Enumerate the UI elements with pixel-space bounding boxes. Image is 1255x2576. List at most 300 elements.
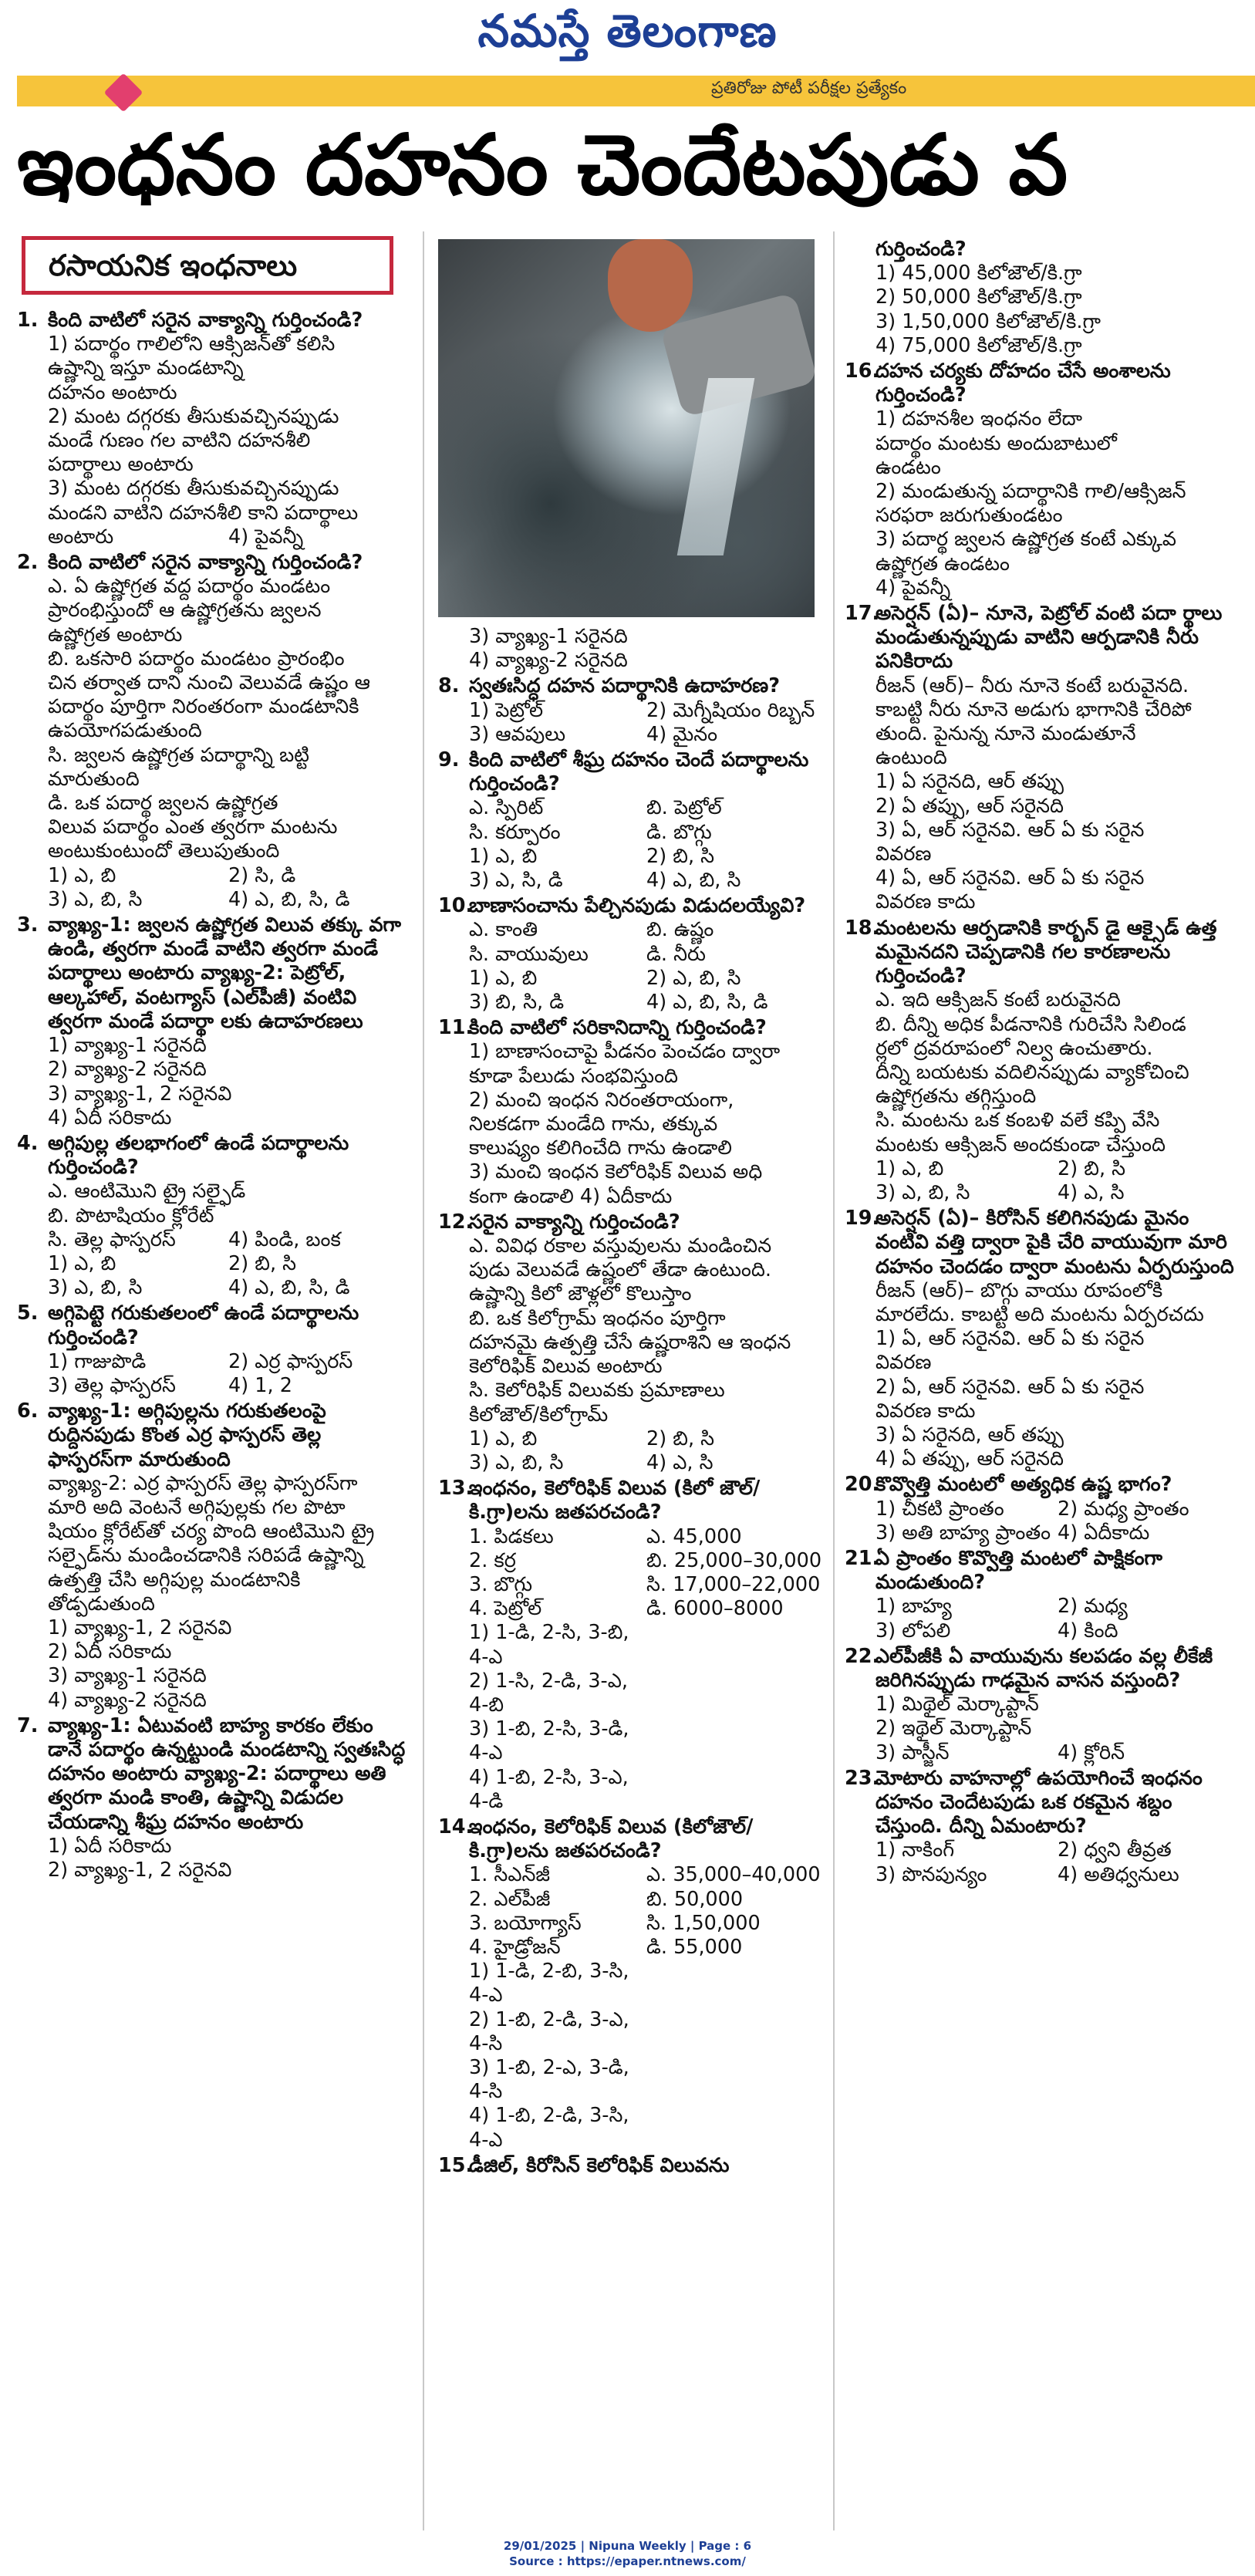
option: ఎ. 45,000: [646, 1524, 742, 1548]
question-stem: గుర్తించండి?: [875, 238, 967, 261]
question-stem: సరైన వాక్యాన్ని గుర్తించండి?: [469, 1210, 680, 1234]
option-row: [48, 864, 409, 888]
option: 2. ఎల్‌పీజీ: [469, 1887, 551, 1911]
question-number: 18.: [845, 916, 880, 940]
question-item: [17, 551, 409, 912]
question-number: 11.: [438, 1016, 474, 1040]
photo-hand: [608, 239, 693, 332]
option-row: [469, 821, 824, 845]
option-row: [469, 699, 824, 723]
question-line: ఉష్ణాన్ని ఇస్తూ మండటాన్ని: [48, 356, 244, 380]
section-title: రసాయనిక ఇంధనాలు: [22, 236, 393, 295]
option-row: [469, 2008, 824, 2056]
option: 3) అతి బాహ్య ప్రాంతం: [875, 1521, 1051, 1545]
option: [646, 1960, 824, 2007]
question-line: రీజన్ (ఆర్)– బొగ్గు వాయు రూపంలోకి: [875, 1278, 1163, 1302]
question-line: 3) ఏ సరైనది, ఆర్ తప్పు: [875, 1423, 1064, 1447]
option: 4) కింది: [1058, 1619, 1118, 1642]
option: బి. 25,000–30,000: [646, 1548, 822, 1572]
question-line: ఉంటుంది: [875, 746, 947, 770]
question-stem: స్వతఃసిద్ధ దహన పదార్థానికి ఉదాహరణ?: [469, 674, 781, 698]
option: 1) పెట్రోల్: [469, 698, 544, 722]
option: డి. 6000–8000: [646, 1597, 784, 1621]
option-row: [48, 1228, 409, 1252]
question-number: 8.: [438, 674, 460, 698]
option-row: [875, 1741, 1240, 1765]
question-line: ర్లలో ద్రవరూపంలో నిల్వ ఉంచుతారు.: [875, 1036, 1153, 1060]
question-line: ఉపయోగపడుతుంది: [48, 719, 202, 743]
question-line: 3) ఏ, ఆర్ సరైనవి. ఆర్ ఏ కు సరైన: [875, 818, 1145, 842]
question-line: మారలేదు. కాబట్టి అది మంటను ఏర్పరచదు: [875, 1302, 1204, 1326]
option: 3) తెల్ల ఫాస్పరస్: [48, 1373, 176, 1397]
question-line: ఎ. ఆంటిమొని ట్రై సల్ఫైడ్: [48, 1180, 246, 1204]
question-line: ఉండటం: [875, 455, 941, 479]
newspaper-logo: నమస్తే తెలంగాణ: [477, 5, 778, 57]
question-stem: కింది వాటిలో సరికానిదాన్ని గుర్తించండి?: [469, 1016, 767, 1040]
question-line: ఎ. వివిధ రకాల వస్తువులను మండించిన: [469, 1234, 772, 1258]
option: 1. సీఎన్‌జీ: [469, 1863, 551, 1887]
question-item: [438, 748, 824, 893]
column-2: [438, 625, 824, 2179]
question-line: 1) పదార్థం గాలిలోని ఆక్సిజన్‌తో కలిసి: [48, 333, 336, 356]
question-number: 3.: [17, 913, 39, 937]
option: డి. బొగ్గు: [646, 820, 712, 844]
question-line: 2) ఏ తప్పు, ఆర్ సరైనది: [875, 794, 1064, 818]
option-row: [875, 1157, 1240, 1181]
question-item: [17, 1399, 409, 1713]
option: 2) సి, డి: [228, 863, 296, 887]
option-row: [469, 1912, 824, 1936]
option-row: [469, 1525, 824, 1549]
option: ఎ. కాంతి: [469, 918, 538, 942]
option-row: [469, 796, 824, 820]
option: 1) 1-డి, 2-సి, 3-బి, 4-ఎ: [469, 1621, 629, 1669]
question-line: పదార్థాలు అంటారు: [48, 453, 194, 477]
question-line: 2) మండుతున్న పదార్థానికి గాలి/ఆక్సిజన్: [875, 480, 1186, 504]
option-row: [48, 1276, 409, 1300]
question-line: పుడు వెలువడే ఉష్ణంలో తేడా ఉంటుంది.: [469, 1258, 771, 1282]
question-line: మంటకు ఆక్సిజన్ అందకుండా చేస్తుంది: [875, 1133, 1166, 1156]
option-row: [875, 1619, 1240, 1643]
question-item: [438, 1815, 824, 2152]
question-line: 1) మిథైల్ మెర్కాప్టాన్: [875, 1693, 1039, 1717]
question-line: అంటుకుంటుందో తెలుపుతుంది: [48, 839, 280, 863]
question-line: రీజన్ (ఆర్)– నీరు నూనె కంటే బరువైనది.: [875, 674, 1189, 697]
option: 4) పిండి, బంక: [228, 1227, 341, 1251]
option: 1) ఎ, బి: [48, 863, 116, 887]
question-stem: దహన చర్యకు దోహదం చేసే అంశాలను గుర్తించండి?: [875, 360, 1171, 407]
question-line: దీన్ని బయటకు వదిలినప్పుడు వ్యాకోచించి: [875, 1060, 1189, 1084]
question-line: 4) వ్యాఖ్య-2 సరైనది: [469, 649, 628, 673]
question-line: 2) మంచి ఇంధన నిరంతరాయంగా,: [469, 1088, 734, 1112]
option: 4) ఎ, బి, సి, డి: [646, 991, 768, 1015]
option: 3) 1-బి, 2-ఎ, 3-డి, 4-సి: [469, 2055, 629, 2104]
option-row: [469, 1670, 824, 1717]
question-line: సి. కెలోరిఫిక్ విలువకు ప్రమాణాలు: [469, 1379, 725, 1403]
option: సి. 17,000–22,000: [646, 1572, 821, 1596]
question-line: వివరణ కాదు: [875, 890, 976, 914]
option: 1) ఎ, బి: [469, 844, 538, 868]
question-number: 4.: [17, 1131, 39, 1155]
masthead: [0, 0, 1255, 69]
question-line: 1) ఏదీ సరికాదు: [48, 1834, 172, 1858]
option-row: [469, 845, 824, 869]
question-stem: డీజిల్, కిరోసిన్ కెలోరిఫిక్ విలువను: [469, 2153, 730, 2177]
question-item: [845, 1207, 1240, 1471]
option-row: [469, 1888, 824, 1912]
option: 1) బాహ్య: [875, 1595, 952, 1619]
option: 4. హైడ్రోజన్: [469, 1935, 561, 1959]
question-line: కంగా ఉండాలి 4) ఏదీకాదు: [469, 1184, 673, 1208]
question-item: [438, 2154, 824, 2178]
question-line: నిలకడగా మండేది గాను, తక్కువ: [469, 1112, 718, 1136]
option-row: [469, 967, 824, 991]
question-line: ఉత్పత్తి చేసి అగ్గిపుల్ల మండటానికి: [48, 1568, 301, 1592]
question-item: [17, 913, 409, 1130]
option: 2) ఎ, బి, సి: [646, 966, 741, 990]
option: 4) క్లోరిన్: [1058, 1740, 1125, 1764]
option: 3) ఎ, బి, సి: [469, 1450, 564, 1474]
question-item: [845, 238, 1240, 358]
footer-source: Source : https://epaper.ntnews.com/: [509, 2554, 746, 2568]
option: 4) 1-బి, 2-సి, 3-ఎ, 4-డి: [469, 1765, 629, 1813]
question-line: కూడా పేలుడు సంభవిస్తుంది: [469, 1064, 679, 1088]
option-row: [48, 1252, 409, 1276]
option: 1) గాజుపొడి: [48, 1349, 147, 1373]
option: 1) ఎ, బి: [875, 1156, 944, 1180]
question-number: 7.: [17, 1713, 39, 1737]
article-photo: [438, 239, 815, 617]
question-number: 13.: [438, 1477, 474, 1501]
option-row: [469, 918, 824, 942]
question-line: 3) వ్యాఖ్య-1 సరైనది: [469, 625, 628, 648]
option-row: [469, 1451, 824, 1475]
question-number: 20.: [845, 1473, 880, 1497]
question-number: 15.: [438, 2153, 474, 2177]
question-line: 4) 75,000 కిలోజౌల్/కి.గ్రా: [875, 333, 1082, 357]
option: 4) ఏదీకాదు: [1058, 1521, 1150, 1545]
option: [646, 2104, 824, 2152]
option-row: [469, 1597, 824, 1621]
question-stem: మోటారు వాహనాల్లో ఉపయోగించే ఇంధనం దహనం చెందేటపుడు ఒక రకమైన శబ్దం చేస్తుంది. దీన్ని ఏమంటారు?: [875, 1766, 1203, 1838]
option: 4) ఎ, సి: [646, 1450, 714, 1474]
question-number: 10.: [438, 894, 474, 918]
question-number: 14.: [438, 1815, 474, 1838]
question-line: 4) ఏ, ఆర్ సరైనవి. ఆర్ ఏ కు సరైన: [875, 866, 1145, 890]
option: 2) ధ్వని తీవ్రత: [1058, 1838, 1172, 1862]
option-row: [469, 991, 824, 1015]
option: బి. 50,000: [646, 1887, 744, 1911]
question-line: తుంది. పైనున్న నూనె మండుతూనే: [875, 722, 1136, 746]
option-row: [48, 1350, 409, 1374]
question-item: [438, 625, 824, 673]
question-number: 22.: [845, 1644, 880, 1668]
question-item: [845, 360, 1240, 600]
option: 2. కర్ర: [469, 1548, 516, 1572]
question-item: [17, 1132, 409, 1300]
question-line: ప్రారంభిస్తుందో ఆ ఉష్ణోగ్రతను జ్వలన: [48, 599, 322, 623]
question-line: 1) ఏ, ఆర్ సరైనవి. ఆర్ ఏ కు సరైన: [875, 1327, 1145, 1351]
question-line: 1) ఏ సరైనది, ఆర్ తప్పు: [875, 770, 1064, 794]
question-line: 3) వ్యాఖ్య-1, 2 సరైనవి: [48, 1082, 232, 1106]
question-line: వివరణ: [875, 1351, 932, 1375]
option: బి. ఉష్ణం: [646, 918, 714, 942]
question-line: సి. జ్వలన ఉష్ణోగ్రత పదార్థాన్ని బట్టి: [48, 743, 309, 767]
option-row: [469, 1573, 824, 1597]
column-divider: [423, 231, 424, 2530]
question-line: సరఫరా జరుగుతుండటం: [875, 504, 1063, 528]
question-item: [17, 1714, 409, 1882]
question-line: ఉష్ణోగ్రత అంటారు: [48, 623, 183, 647]
option: 3) ఆవపులు: [469, 722, 566, 746]
column-1: [17, 309, 409, 1884]
question-number: 17.: [845, 602, 880, 626]
question-line: మండే గుణం గల వాటిని దహనశీలి: [48, 429, 311, 453]
option: 3) పొనపున్యం: [875, 1862, 987, 1886]
question-line: కాబట్టి నీరు నూనె అడుగు భాగానికి చేరిపో: [875, 697, 1192, 721]
option: 3) బి, సి, డి: [469, 991, 565, 1015]
question-line: మారుతుంది: [48, 767, 140, 791]
question-stem: అసెర్షన్ (ఏ)– కిరోసిన్ కలిగినపుడు మైనం వంటివి వత్తి ద్వారా పైకి చేరి వాయువుగా మారి దహనం చెందడం ద్వారా మంటను ఏర్పరుస్తుంది: [875, 1207, 1234, 1278]
question-line: వివరణ కాదు: [875, 1399, 976, 1423]
option: అంటారు: [48, 525, 114, 549]
option: 3) ఎ, బి, సి: [875, 1180, 970, 1204]
column-3: [845, 238, 1240, 1889]
option: 1) ఎ, బి: [48, 1251, 116, 1275]
question-number: 12.: [438, 1210, 474, 1234]
question-number: 23.: [845, 1766, 880, 1790]
question-line: 3) మంట దగ్గరకు తీసుకువచ్చినప్పుడు: [48, 477, 339, 501]
option: [646, 1670, 824, 1717]
option: 2) మెగ్నీషియం రిబ్బన్: [646, 698, 815, 722]
option: 2) మధ్య ప్రాంతం: [1058, 1497, 1189, 1521]
header-strip-text: ప్రతిరోజు పోటీ పరీక్షల ప్రత్యేకం: [711, 79, 907, 98]
question-number: 19.: [845, 1207, 880, 1231]
question-number: 21.: [845, 1546, 880, 1570]
question-item: [845, 1767, 1240, 1887]
option-row: [875, 1863, 1240, 1887]
question-line: 3) 1,50,000 కిలోజౌల్/కి.గ్రా: [875, 309, 1101, 333]
option-row: [469, 2104, 824, 2152]
option: [646, 2008, 824, 2056]
question-line: 3) పదార్థ జ్వలన ఉష్ణోగ్రత కంటే ఎక్కువ: [875, 528, 1177, 552]
question-item: [17, 309, 409, 549]
question-stem: ఇంధనం, కెలోరిఫిక్ విలువ (కిలోజౌల్/ కి.గ్రా)లను జతపరచండి?: [469, 1815, 754, 1863]
question-stem: మంటలను ఆర్పడానికి కార్బన్ డై ఆక్సైడ్ ఉత్త మమైనదని చెప్పడానికి గల కారణాలను గుర్తించండి?: [875, 916, 1217, 988]
question-line: బి. దీన్ని అధిక పీడనానికి గురిచేసి సిలిండ: [875, 1012, 1186, 1036]
question-line: కిలోజౌల్/కిలోగ్రామ్: [469, 1403, 609, 1426]
question-line: సి. మంటను ఒక కంబళి వలే కప్పి వేసి: [875, 1109, 1160, 1133]
option: 1. పిడకలు: [469, 1524, 554, 1548]
question-stem: ఎల్‌పీజీకి ఏ వాయువును కలపడం వల్ల లీకేజీ జరిగినప్పుడు గాఢమైన వాసన వస్తుంది?: [875, 1644, 1213, 1692]
question-stem: కింది వాటిలో సరైన వాక్యాన్ని గుర్తించండి?: [48, 551, 363, 575]
question-line: ఉష్ణాన్ని కిలో జౌళ్లలో కొలుస్తాం: [469, 1282, 692, 1306]
question-line: బి. ఒక కిలోగ్రామ్ ఇంధనం పూర్తిగా: [469, 1306, 726, 1330]
question-line: 1) వ్యాఖ్య-1, 2 సరైనవి: [48, 1615, 232, 1639]
option-row: [469, 1621, 824, 1669]
question-item: [845, 1547, 1240, 1643]
question-line: విలువ పదార్థం ఎంత త్వరగా మంటను: [48, 815, 338, 839]
option: 2) ఎర్ర ఫాస్పరస్: [228, 1349, 353, 1373]
question-line: 2) వ్యాఖ్య-2 సరైనది: [48, 1058, 207, 1082]
question-line: ఉష్ణోగ్రతను తగ్గిస్తుంది: [875, 1085, 1037, 1109]
option-row: [48, 888, 409, 912]
option-row: [469, 1863, 824, 1887]
question-stem: అసెర్షన్ (ఏ)– నూనె, పెట్రోల్ వంటి పదా ర్థాలు మండుతున్నప్పుడు వాటిని ఆర్పడానికి నీరు పనికిరాదు: [875, 602, 1223, 674]
option-row: [469, 1766, 824, 1814]
question-item: [845, 1473, 1240, 1545]
option-row: [469, 723, 824, 747]
question-stem: కింది వాటిలో శీఘ్ర దహనం చెందే పదార్థాలను గుర్తించండి?: [469, 748, 809, 796]
option-row: [469, 1717, 824, 1765]
question-stem: కొవ్వొత్తి మంటలో అత్యధిక ఉష్ణ భాగం?: [875, 1473, 1172, 1497]
option: 3) ఎ, సి, డి: [469, 869, 563, 893]
question-item: [17, 1302, 409, 1398]
question-line: డి. ఒక పదార్థ జ్వలన ఉష్ణోగ్రత: [48, 792, 278, 815]
question-line: 1) దహనశీల ఇంధనం లేదా: [875, 407, 1082, 431]
option: 3. బయోగ్యాస్: [469, 1911, 582, 1935]
question-line: చిన తర్వాత దాని నుంచి వెలువడే ఉష్ణం ఆ: [48, 671, 370, 695]
question-line: షియం క్లోరేట్‌తో చర్య పొంది ఆంటిమొని ట్రై: [48, 1520, 375, 1544]
question-line: 1) బాణాసంచాపై పీడనం పెంచడం ద్వారా: [469, 1040, 781, 1064]
option: డి. 55,000: [646, 1935, 743, 1959]
question-number: 1.: [17, 309, 39, 332]
question-stem: వ్యాఖ్య-1: ఏటువంటి బాహ్య కారకం లేకుం డానే పదార్థం ఉన్నట్టుండి మండటాన్ని స్వతఃసిద్ధ దహనం అంటారు వ్యాఖ్య-2: పదార్థాలు అతి త్వరగా మండి కాంతి, ఉష్ణాన్ని విడుదల చేయడాన్ని శీఘ్ర దహనం అంటారు: [48, 1713, 406, 1834]
option: 2) బి, సి: [646, 1426, 715, 1450]
option: 1) నాకింగ్: [875, 1838, 955, 1862]
question-stem: వ్యాఖ్య-1: అగ్గిపుల్లను గరుకుతలంపై రుద్దినపుడు కొంత ఎర్ర ఫాస్పరస్ తెల్ల ఫాస్పరస్‌గా మారుతుంది: [48, 1399, 326, 1471]
question-line: మండని వాటిని దహనశీలి కాని పదార్థాలు: [48, 501, 359, 525]
option: [646, 2056, 824, 2104]
option-row: [875, 1181, 1240, 1205]
option: 4) ఎ, బి, సి, డి: [228, 1276, 350, 1300]
option: సి. 1,50,000: [646, 1911, 761, 1935]
option: 2) మధ్య: [1058, 1595, 1128, 1619]
option-row: [875, 1595, 1240, 1619]
option: [646, 1766, 824, 1814]
option-row: [469, 2056, 824, 2104]
page-headline: ఇంధనం దహనం చెందేటపుడు వ: [17, 117, 1068, 214]
option: 3) పాస్జీన్: [875, 1740, 950, 1764]
question-item: [438, 1016, 824, 1209]
option: 1) ఎ, బి: [469, 966, 538, 990]
option: 1) ఎ, బి: [469, 1426, 538, 1450]
option: 4) ఎ, సి: [1058, 1180, 1125, 1204]
option: [646, 1717, 824, 1765]
option: 1) 1-డి, 2-బి, 3-సి, 4-ఎ: [469, 1960, 629, 2007]
header-band: [17, 76, 1255, 106]
option: సి. తెల్ల ఫాస్పరస్: [48, 1227, 176, 1251]
question-line: 2) ఇథైల్ మెర్కాప్టాన్: [875, 1717, 1032, 1740]
question-line: పదార్థం మంటకు అందుబాటులో: [875, 431, 1117, 455]
question-line: 3) మంచి ఇంధన కెలోరిఫిక్ విలువ అధి: [469, 1160, 763, 1184]
question-stem: అగ్గిపుల్ల తలభాగంలో ఉండే పదార్థాలను గుర్తించండి?: [48, 1131, 349, 1180]
option: బి. పెట్రోల్: [646, 796, 722, 820]
question-line: 3) వ్యాఖ్య-1 సరైనది: [48, 1664, 207, 1688]
question-stem: వ్యాఖ్య-1: జ్వలన ఉష్ణోగ్రత విలువ తక్కు వగా ఉండి, త్వరగా మండే వాటిని త్వరగా మండే పదార్థాలు అంటారు వ్యాఖ్య-2: పెట్రోల్, ఆల్కహాల్, వంటగ్యాస్ (ఎల్‌పీజీ) వంటివి త్వరగా మండే పదార్థా లకు ఉదాహరణలు: [48, 913, 401, 1033]
option: 2) 1-బి, 2-డి, 3-ఎ, 4-సి: [469, 2007, 629, 2055]
option: ఎ. స్పిరిట్: [469, 796, 544, 820]
question-line: సల్ఫైడ్‌ను మండించడానికి సరిపడే ఉష్ణాన్ని: [48, 1544, 364, 1568]
option-row: [469, 1427, 824, 1451]
question-stem: బాణాసంచాను పేల్చినపుడు విడుదలయ్యేవి?: [469, 894, 806, 918]
question-line: 4) పైవన్నీ: [875, 576, 951, 599]
option-row: [469, 1549, 824, 1573]
question-line: ఎ. ఏ ఉష్ణోగ్రత వద్ద పదార్థం మండటం: [48, 575, 331, 599]
question-line: పదార్థం పూర్తిగా నిరంతరంగా మండటానికి: [48, 695, 359, 719]
question-number: 5.: [17, 1302, 39, 1325]
option: సి. కర్పూరం: [469, 820, 561, 844]
option-row: [469, 1960, 824, 2007]
question-line: 4) ఏ తప్పు, ఆర్ సరైనది: [875, 1447, 1064, 1471]
option: 2) 1-సి, 2-డి, 3-ఎ, 4-బి: [469, 1669, 628, 1717]
option: 4) ఎ, బి, సి, డి: [228, 887, 350, 911]
question-line: ఉష్ణోగ్రత ఉండటం: [875, 552, 1010, 576]
option: సి. వాయువులు: [469, 942, 589, 966]
question-stem: అగ్గిపెట్టె గరుకుతలంలో ఉండే పదార్థాలను గుర్తించండి?: [48, 1302, 359, 1349]
option: [646, 1621, 824, 1669]
option: 3) ఎ, బి, సి: [48, 887, 143, 911]
option: 4) ఎ, బి, సి: [646, 869, 741, 893]
question-number: 2.: [17, 551, 39, 575]
question-item: [845, 602, 1240, 915]
question-line: 4) ఏదీ సరికాదు: [48, 1106, 172, 1129]
option: ఎ. 35,000–40,000: [646, 1863, 821, 1887]
option: 2) బి, సి: [1058, 1156, 1126, 1180]
footer-edition: 29/01/2025 | Nipuna Weekly | Page : 6: [503, 2539, 752, 2553]
option-row: [875, 1838, 1240, 1862]
question-line: మారి అది వెంటనే అగ్గిపుల్లకు గల పొటా: [48, 1495, 346, 1519]
question-stem: ఇంధనం, కెలోరిఫిక్ విలువ (కిలో జౌల్/ కి.గ్రా)లను జతపరచండి?: [469, 1477, 761, 1524]
option: డి. నీరు: [646, 942, 706, 966]
question-line: 2) ఏ, ఆర్ సరైనవి. ఆర్ ఏ కు సరైన: [875, 1375, 1145, 1399]
question-line: 1) వ్యాఖ్య-1 సరైనది: [48, 1034, 207, 1058]
question-item: [438, 674, 824, 747]
question-item: [845, 917, 1240, 1205]
question-line: కాలుష్యం కలిగించేది గాను ఉండాలి: [469, 1136, 733, 1160]
option-row: [48, 1374, 409, 1398]
option: 4) 1-బి, 2-డి, 3-సి, 4-ఎ: [469, 2104, 629, 2152]
option: 4) 1, 2: [228, 1373, 292, 1397]
question-line: దహనం అంటారు: [48, 380, 177, 404]
question-item: [438, 1210, 824, 1475]
option-row: [469, 1936, 824, 1960]
question-line: కెలోరిఫిక్ విలువ అంటారు: [469, 1355, 663, 1379]
option: 2) బి, సి: [228, 1251, 297, 1275]
option: 2) బి, సి: [646, 844, 715, 868]
option: 4) పైవన్నీ: [228, 525, 304, 549]
question-line: బి. ఒకసారి పదార్థం మండటం ప్రారంభిం: [48, 647, 345, 670]
question-line: బి. పొటాషియం క్లోరేట్: [48, 1204, 214, 1227]
option: 3) 1-బి, 2-సి, 3-డి, 4-ఎ: [469, 1717, 629, 1765]
option-row: [469, 869, 824, 893]
option: 4. పెట్రోల్: [469, 1597, 542, 1621]
option-row: [469, 943, 824, 967]
question-line: 2) 50,000 కిలోజౌల్/కి.గ్రా: [875, 285, 1082, 309]
question-line: 2) మంట దగ్గరకు తీసుకువచ్చినప్పుడు: [48, 404, 339, 428]
question-line: ఎ. ఇది ఆక్సిజన్ కంటే బరువైనది: [875, 988, 1121, 1012]
question-item: [438, 1477, 824, 1814]
column-divider: [833, 231, 835, 2530]
option: 1) చీకటి ప్రాంతం: [875, 1497, 1004, 1521]
question-line: దహనమై ఉత్పత్తి చేసే ఉష్ణరాశిని ఆ ఇంధన: [469, 1330, 791, 1354]
question-number: 9.: [438, 748, 460, 772]
option-row: [48, 525, 409, 549]
question-number: 6.: [17, 1399, 39, 1423]
question-stem: కింది వాటిలో సరైన వాక్యాన్ని గుర్తించండి?: [48, 309, 363, 332]
question-line: వ్యాఖ్య-2: ఎర్ర ఫాస్పరస్ తెల్ల ఫాస్పరస్‌గా: [48, 1471, 358, 1495]
question-line: 4) వ్యాఖ్య-2 సరైనది: [48, 1688, 207, 1712]
